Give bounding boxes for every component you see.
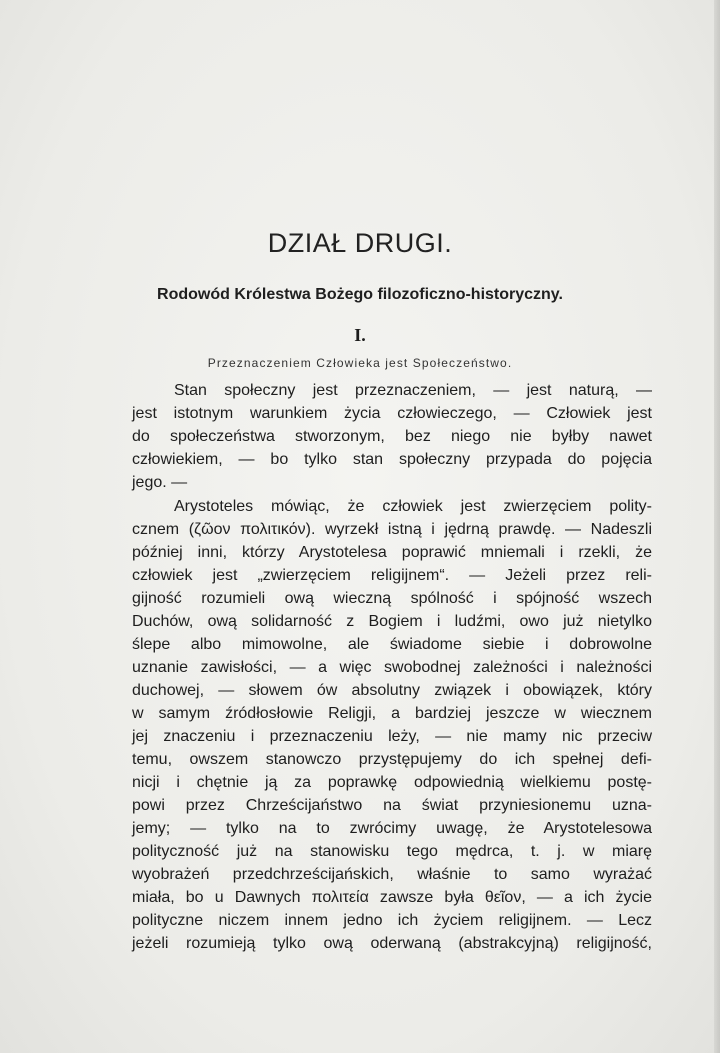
text-line: duchowej, — słowem ów absolutny związek i obowiązek, który [132,682,652,699]
text-line: jemy; — tylko na to zwrócimy uwagę, że Arystotelesowa [132,820,652,837]
text-line: temu, owszem stanowczo przystępujemy do ich spełnej defi- [132,751,652,768]
text-line: nicji i chętnie ją za poprawkę odpowiednią wielkiemu postę- [132,774,652,791]
text-line: Stan społeczny jest przeznaczeniem, — jest naturą, — [174,382,652,399]
text-line: człowiekiem, — bo tylko stan społeczny przypada do pojęcia [132,451,652,468]
text-line: do społeczeństwa stworzonym, bez niego nie byłby nawet [132,428,652,445]
text-line: cznem (ζῶον πολιτικόν). wyrzekł istną i jędrną prawdę. — Nadeszli [132,521,652,538]
chapter-subtitle: Rodowód Królestwa Bożego filozoficzno-historyczny. [157,286,563,303]
text-line: uznanie zawisłości, — a więc swobodnej zależności i należności [132,659,652,676]
text-line: polityczne niczem innem jedno ich życiem religijnem. — Lecz [132,912,652,929]
text-line: później inni, którzy Arystotelesa poprawić mniemali i rzekli, że [132,544,652,561]
text-line: w samym źródłosłowie Religji, a bardziej jeszcze w wiecznem [132,705,652,722]
text-line: wyobrażeń przedchrześcijańskich, właśnie to samo wyrażać [132,866,652,883]
text-line: ślepe albo mimowolne, ale świadome siebie i dobrowolne [132,636,652,653]
chapter-heading: DZIAŁ DRUGI. [267,228,453,258]
section-title: Przeznaczeniem Człowieka jest Społeczeństwo. [207,356,513,370]
text-line: człowiek jest „zwierzęciem religijnem“. — Jeżeli przez reli- [132,567,652,584]
text-line: polityczność już na stanowisku tego mędrca, t. j. w miarę [132,843,652,860]
text-line: Arystoteles mówiąc, że człowiek jest zwierzęciem polity- [174,498,652,515]
text-line: Duchów, ową solidarność z Bogiem i ludźmi, owo już nietylko [132,613,652,630]
text-line: miała, bo u Dawnych πολιτεία zawsze była θεῖον, — a ich życie [132,889,652,906]
section-number: I. [354,325,366,345]
text-line: powi przez Chrześcijaństwo na świat przyniesionemu uzna- [132,797,652,814]
text-line: jest istotnym warunkiem życia człowieczego, — Człowiek jest [132,405,652,422]
text-line: gijność rozumieli ową wieczną spólność i spójność wszech [132,590,652,607]
text-line: jej znaczeniu i przeznaczeniu leży, — nie mamy nic przeciw [132,728,652,745]
page-edge [714,0,720,1053]
text-line: jego. — [132,474,188,491]
text-line: jeżeli rozumieją tylko ową oderwaną (abstrakcyjną) religijność, [132,935,652,952]
